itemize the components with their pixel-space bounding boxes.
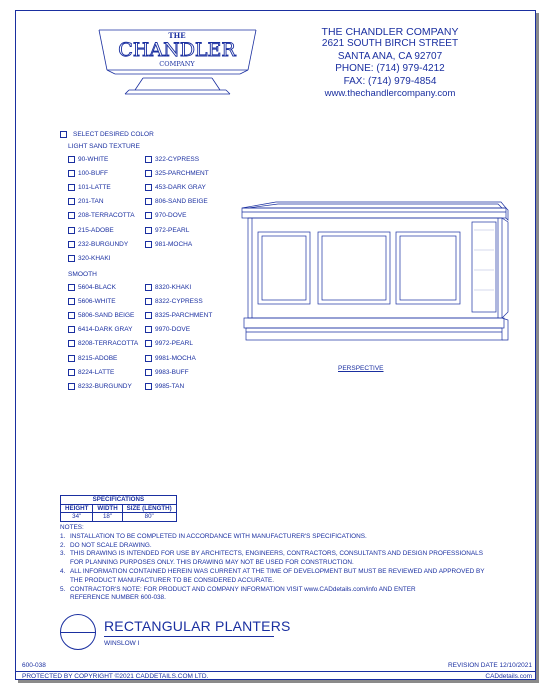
drawing-subtitle: WINSLOW I [104, 640, 140, 647]
color-checkbox[interactable] [68, 170, 75, 177]
note-number: 4. [60, 567, 66, 575]
color-option[interactable] [145, 337, 212, 351]
color-option-label: 100-BUFF [78, 169, 108, 177]
color-option-label: 9981-MOCHA [155, 354, 196, 362]
footer-divider [16, 671, 535, 672]
color-option-label: 208-TERRACOTTA [78, 212, 135, 220]
color-option-label: 9985-TAN [155, 382, 185, 390]
company-name: THE CHANDLER COMPANY [321, 26, 459, 38]
note-line [60, 568, 500, 577]
title-underline [104, 636, 274, 637]
color-option[interactable] [68, 379, 138, 393]
note-number: 3. [60, 550, 66, 558]
color-checkbox[interactable] [145, 156, 152, 163]
color-option-label: 9970-DOVE [155, 326, 191, 334]
note-line [60, 533, 500, 542]
color-option-label: 215-ADOBE [78, 226, 114, 234]
note-text: THIS DRAWING IS INTENDED FOR USE BY ARCHITECTS, ENGINEERS, CONTRACTORS, CONSULTANTS AND DESIGN PROFESSIONALS [70, 550, 483, 558]
color-checkbox[interactable] [68, 241, 75, 248]
color-option[interactable] [145, 280, 212, 294]
note-number: 1. [60, 532, 66, 540]
color-option[interactable] [68, 308, 138, 322]
select-color-heading [60, 131, 154, 138]
caddetails-site[interactable]: CADdetails.com [485, 673, 532, 680]
color-checkbox[interactable] [145, 312, 152, 319]
company-phone: PHONE: (714) 979-4212 [335, 63, 445, 75]
color-checkbox[interactable] [145, 241, 152, 248]
notes-list [60, 533, 500, 603]
revision-date: REVISION DATE 12/10/2021 [447, 662, 532, 669]
spec-header-length: SIZE (LENGTH) [122, 504, 176, 513]
color-checkbox[interactable] [68, 255, 75, 262]
notes-heading: NOTES: [60, 524, 84, 531]
smooth-column-1 [68, 280, 138, 394]
company-fax: FAX: (714) 979-4854 [343, 75, 437, 87]
company-info [300, 26, 480, 100]
detail-reference-circle [60, 614, 96, 650]
color-option-label: 5806-SAND BEIGE [78, 311, 135, 319]
color-checkbox[interactable] [68, 326, 75, 333]
specifications-table [60, 495, 177, 522]
note-line [60, 550, 500, 559]
note-text: DO NOT SCALE DRAWING. [70, 541, 152, 549]
color-option-label: 322-CYPRESS [155, 155, 200, 163]
color-option-label: 970-DOVE [155, 212, 187, 220]
color-option-label: 232-BURGUNDY [78, 240, 129, 248]
color-option-label: 8208-TERRACOTTA [78, 340, 139, 348]
light-sand-column-1 [68, 152, 135, 266]
copyright-notice: PROTECTED BY COPYRIGHT ©2021 CADDETAILS.COM LTD. [22, 673, 209, 680]
color-option-label: 453-DARK GRAY [155, 183, 206, 191]
color-option[interactable] [68, 323, 138, 337]
color-option[interactable] [145, 209, 209, 223]
company-address-line2: SANTA ANA, CA 92707 [337, 50, 443, 62]
color-option[interactable] [68, 365, 138, 379]
color-option-label: 5606-WHITE [78, 297, 116, 305]
logo-text-company: COMPANY [159, 60, 195, 68]
note-line [60, 594, 500, 603]
color-option-label: 8232-BURGUNDY [78, 382, 132, 390]
note-line [60, 542, 500, 551]
note-line [60, 559, 500, 568]
reference-number: 600-038 [22, 662, 46, 669]
color-option[interactable] [145, 294, 212, 308]
color-checkbox[interactable] [68, 156, 75, 163]
color-checkbox[interactable] [68, 212, 75, 219]
color-checkbox[interactable] [68, 383, 75, 390]
color-option-label: 8224-LATTE [78, 368, 115, 376]
note-line [60, 586, 500, 595]
color-option-label: 9983-BUFF [155, 368, 189, 376]
color-checkbox[interactable] [145, 369, 152, 376]
spec-header-width: WIDTH [93, 504, 122, 513]
color-option[interactable] [145, 223, 209, 237]
spec-value-length: 80" [122, 513, 176, 522]
specifications-title: SPECIFICATIONS [61, 496, 177, 505]
color-option[interactable] [145, 379, 212, 393]
color-option[interactable] [145, 237, 209, 251]
color-option[interactable] [68, 166, 135, 180]
select-color-checkbox[interactable] [60, 131, 67, 138]
color-option-label: 6414-DARK GRAY [78, 326, 133, 334]
color-option-label: 972-PEARL [155, 226, 190, 234]
light-sand-label: LIGHT SAND TEXTURE [68, 143, 140, 150]
company-address-line1: 2621 SOUTH BIRCH STREET [321, 38, 459, 50]
color-checkbox[interactable] [145, 383, 152, 390]
color-option-label: 201-TAN [78, 198, 104, 206]
color-option-label: 981-MOCHA [155, 240, 193, 248]
color-checkbox[interactable] [68, 298, 75, 305]
color-option[interactable] [68, 294, 138, 308]
color-checkbox[interactable] [145, 326, 152, 333]
drawing-title: RECTANGULAR PLANTERS [104, 618, 291, 634]
color-option[interactable] [145, 323, 212, 337]
color-option-label: 90-WHITE [78, 155, 109, 163]
color-option[interactable] [68, 337, 138, 351]
color-option-label: 8215-ADOBE [78, 354, 118, 362]
color-option[interactable] [68, 152, 135, 166]
spec-value-width: 18" [93, 513, 122, 522]
color-option-label: 101-LATTE [78, 183, 111, 191]
color-option-label: 8325-PARCHMENT [155, 311, 213, 319]
logo-text-chandler: CHANDLER [118, 39, 236, 61]
note-text: INSTALLATION TO BE COMPLETED IN ACCORDANCE WITH MANUFACTURER'S SPECIFICATIONS. [70, 532, 367, 540]
color-option[interactable] [68, 180, 135, 194]
note-number: 2. [60, 541, 66, 549]
color-checkbox[interactable] [145, 298, 152, 305]
color-checkbox[interactable] [145, 340, 152, 347]
color-option[interactable] [68, 223, 135, 237]
note-line [60, 577, 500, 586]
notes-section [60, 524, 500, 603]
spec-value-height: 34" [61, 513, 93, 522]
color-option[interactable] [68, 209, 135, 223]
color-option[interactable] [145, 365, 212, 379]
color-option[interactable] [68, 351, 138, 365]
color-option-label: 8322-CYPRESS [155, 297, 203, 305]
note-text: REFERENCE NUMBER 600-038. [70, 594, 166, 602]
note-text: FOR PLANNING PURPOSES ONLY. THIS DRAWING MAY NOT BE USED FOR CONSTRUCTION. [70, 559, 354, 567]
color-option-label: 8320-KHAKI [155, 283, 192, 291]
color-option-label: 9972-PEARL [155, 340, 193, 348]
color-option[interactable] [145, 166, 209, 180]
color-option[interactable] [145, 180, 209, 194]
color-option[interactable] [145, 351, 212, 365]
color-option[interactable] [145, 308, 212, 322]
color-checkbox[interactable] [145, 227, 152, 234]
color-checkbox[interactable] [68, 355, 75, 362]
note-number: 5. [60, 585, 66, 593]
color-option[interactable] [68, 251, 135, 265]
color-option[interactable] [68, 237, 135, 251]
smooth-label: SMOOTH [68, 271, 97, 278]
color-checkbox[interactable] [145, 284, 152, 291]
color-checkbox[interactable] [68, 369, 75, 376]
color-option-label: 806-SAND BEIGE [155, 198, 208, 206]
color-checkbox[interactable] [68, 184, 75, 191]
color-option[interactable] [145, 152, 209, 166]
color-option-label: 5604-BLACK [78, 283, 116, 291]
color-option[interactable] [68, 195, 135, 209]
color-option[interactable] [68, 280, 138, 294]
color-checkbox[interactable] [145, 184, 152, 191]
logo-text-the: THE [168, 31, 186, 40]
color-option[interactable] [145, 195, 209, 209]
color-checkbox[interactable] [68, 227, 75, 234]
planter-perspective-drawing [236, 200, 511, 355]
color-checkbox[interactable] [145, 212, 152, 219]
spec-header-height: HEIGHT [61, 504, 93, 513]
color-option-label: 325-PARCHMENT [155, 169, 209, 177]
color-checkbox[interactable] [145, 355, 152, 362]
note-text: CONTRACTOR'S NOTE: FOR PRODUCT AND COMPANY INFORMATION VISIT www.CADdetails.com/info AND ENTER [70, 585, 416, 593]
color-checkbox[interactable] [68, 312, 75, 319]
color-checkbox[interactable] [68, 198, 75, 205]
color-checkbox[interactable] [68, 284, 75, 291]
perspective-label: PERSPECTIVE [338, 365, 384, 372]
color-checkbox[interactable] [145, 170, 152, 177]
note-text: ALL INFORMATION CONTAINED HEREIN WAS CURRENT AT THE TIME OF DEVELOPMENT BUT MUST BE REVIEWED AND APPROVED BY [70, 567, 485, 575]
select-color-label: SELECT DESIRED COLOR [73, 131, 154, 138]
company-website[interactable]: www.thechandlercompany.com [324, 88, 456, 100]
note-text: THE PRODUCT MANUFACTURER TO BE CONSIDERED ACCURATE. [70, 576, 275, 584]
smooth-column-2 [145, 280, 212, 394]
color-checkbox[interactable] [145, 198, 152, 205]
color-option-label: 320-KHAKI [78, 254, 111, 262]
chandler-logo [95, 22, 260, 112]
color-checkbox[interactable] [68, 340, 75, 347]
light-sand-column-2 [145, 152, 209, 251]
